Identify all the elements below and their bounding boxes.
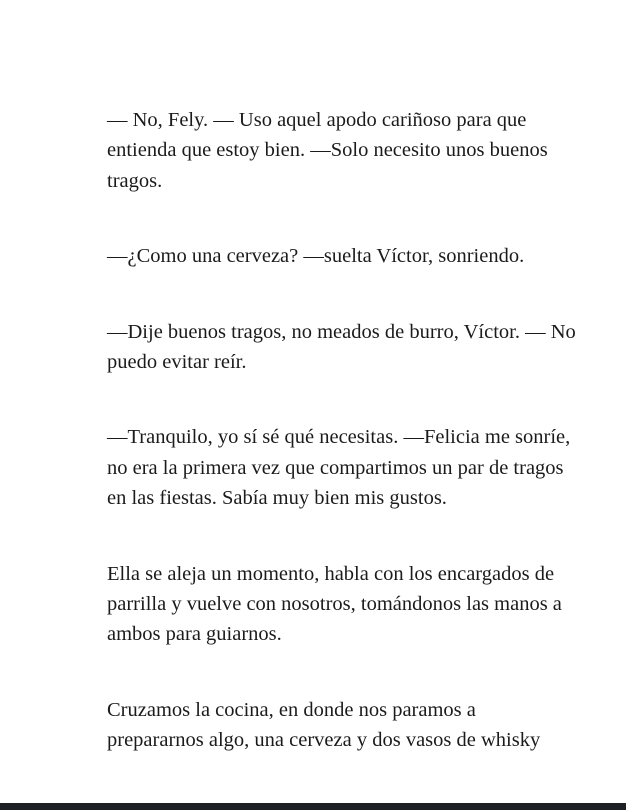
text-line: Cruzamos la cocina, en donde nos paramos a [107,698,476,721]
text-line: — No, Fely. — Uso aquel apodo cariñoso para que [107,109,527,131]
text-line: Ella se aleja un momento, habla con los encargados de [107,562,555,585]
text-line: ambos para guiarnos. [107,623,282,646]
paragraph [107,241,547,271]
page-text [107,105,576,801]
text-line: —Dije buenos tragos, no meados de burro, Víctor. — No [107,320,576,343]
paragraph [107,317,576,378]
bottom-edge-bar [0,803,626,810]
paragraph [107,695,547,756]
text-line: puedo evitar reír. [107,351,247,374]
text-line: prepararnos algo, una cerveza y dos vasos de whisky [107,729,541,752]
text-line: —¿Como una cerveza? —suelta Víctor, sonriendo. [107,245,525,268]
text-line: parrilla y vuelve con nosotros, tomándonos las manos a [107,593,562,616]
paragraph [107,422,571,513]
paragraph [107,105,547,196]
text-line: tragos. [107,169,163,192]
paragraph [107,559,562,650]
text-line: entienda que estoy bien. —Solo necesito unos buenos [107,139,548,162]
text-line: no era la primera vez que compartimos un par de tragos [107,456,564,479]
text-line: —Tranquilo, yo sí sé qué necesitas. —Felicia me sonríe, [107,426,571,449]
text-line: en las fiestas. Sabía muy bien mis gustos. [107,487,447,510]
